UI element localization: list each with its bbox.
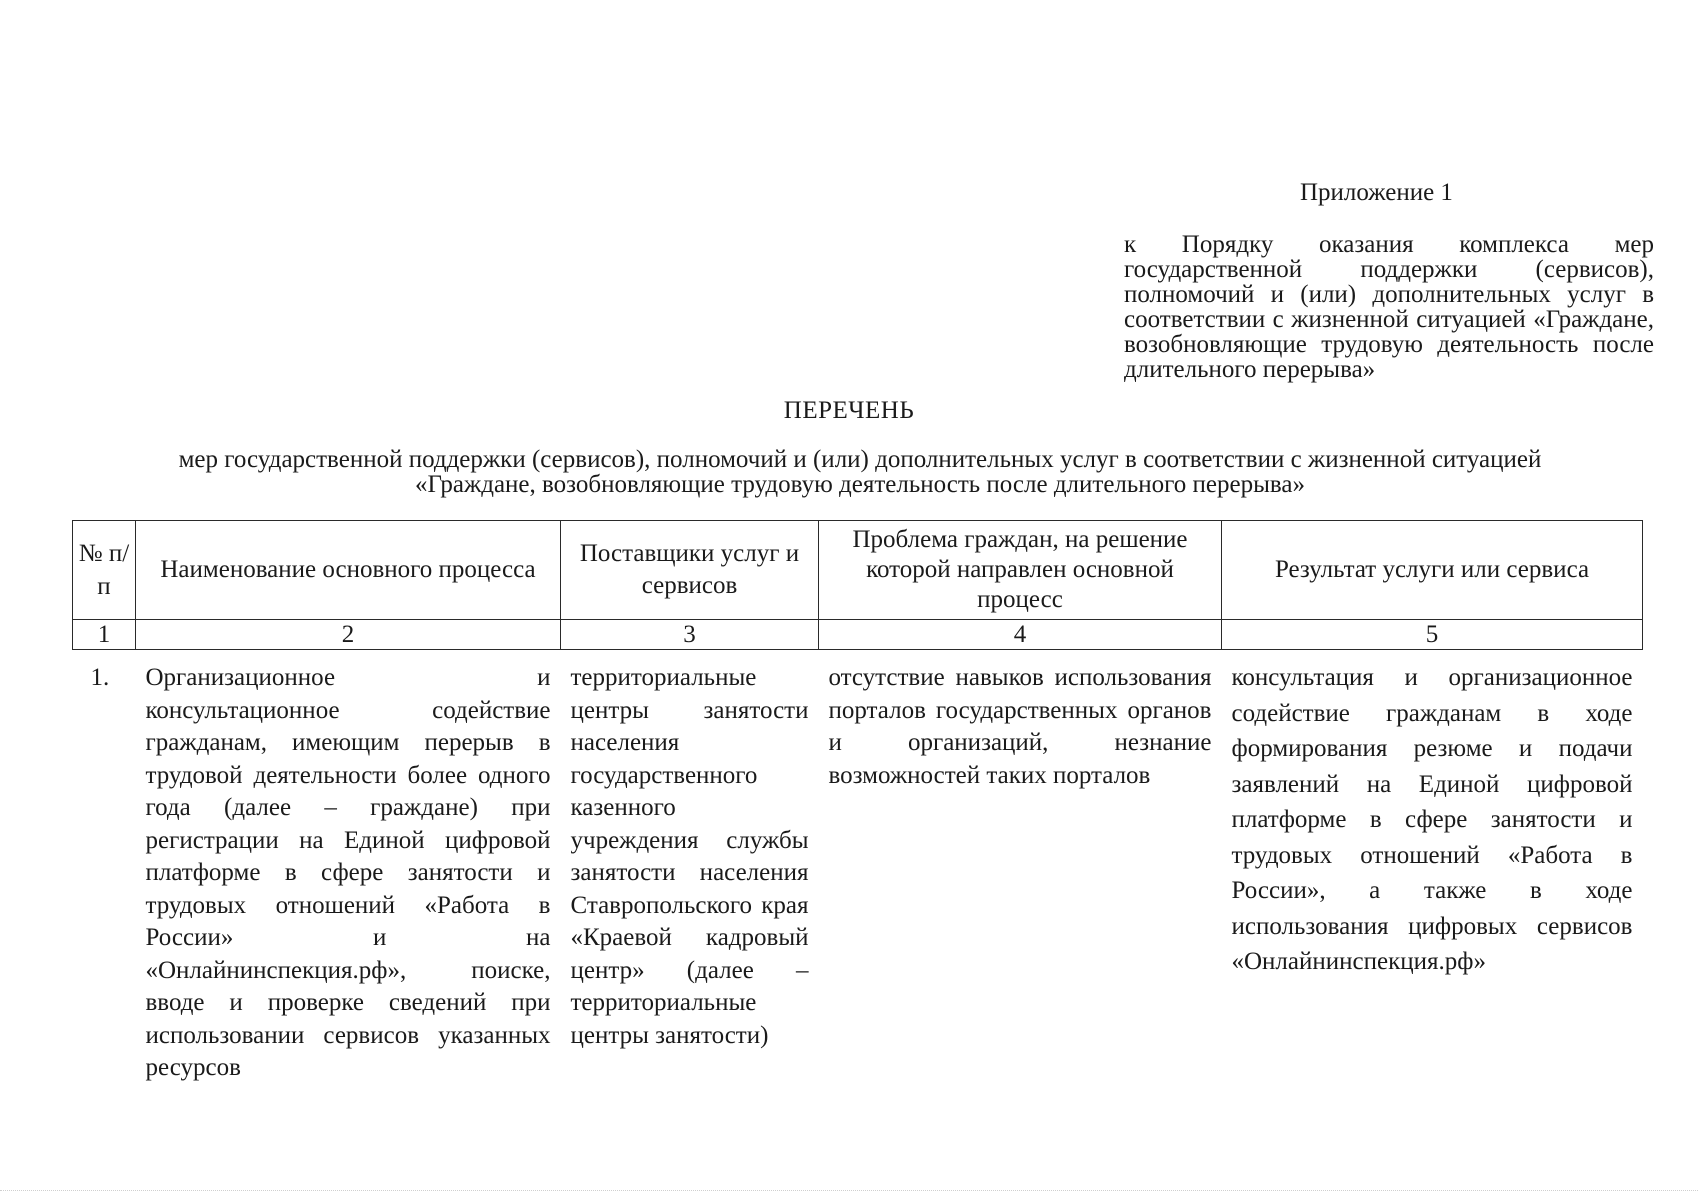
problem-cell: отсутствие навыков использования порталов государственных органов и организаций, незнание возможностей таких порталов [828, 664, 1212, 789]
column-number: 1 [73, 620, 136, 650]
scan-edge-line [0, 1190, 1698, 1191]
header-process-name: Наименование основного процесса [136, 521, 561, 620]
measures-table [72, 520, 1643, 1085]
header-result: Результат услуги или сервиса [1222, 521, 1643, 620]
header-problem: Проблема граждан, на решение которой направлен основной процесс [819, 521, 1222, 620]
appendix-label: Приложение 1 [1300, 179, 1453, 206]
table-row [73, 650, 1643, 1085]
column-number: 3 [561, 620, 819, 650]
document-subtitle: мер государственной поддержки (сервисов), полномочий и (или) дополнительных услуг в соответствии с жизненной ситуацией «Граждане, возобновляющие трудовую деятельность после длительного перерыва» [178, 446, 1542, 498]
row-number: 1. [90, 664, 110, 691]
process-name-cell: Организационное и консультационное содействие гражданам, имеющим перерыв в трудовой деятельности более одного года (далее – граждане) при регистрации на Единой цифровой платформе в сфере занятости и трудовых отношений «Работа в России» и на «Онлайнинспекция.рф», поиске, вводе и проверке сведений при использовании сервисов указанных ресурсов [145, 664, 551, 1081]
column-number: 5 [1222, 620, 1643, 650]
column-number-row [73, 620, 1643, 650]
header-number: № п/п [73, 521, 136, 620]
header-providers: Поставщики услуг и сервисов [561, 521, 819, 620]
appendix-reference-text: к Порядку оказания комплекса мер государственной поддержки (сервисов), полномочий и (или) дополнительных услуг в соответствии с жизненной ситуацией «Граждане, возобновляющие трудовую деятельность после длительного перерыва» [1124, 231, 1654, 383]
column-number: 4 [819, 620, 1222, 650]
result-cell: консультация и организационное содействие гражданам в ходе формирования резюме и подачи заявлений на Единой цифровой платформе в сфере занятости и трудовых отношений «Работа в России», а также в ходе использования цифровых сервисов «Онлайнинспекция.рф» [1231, 664, 1633, 975]
table-header-row [73, 521, 1643, 620]
document-title: ПЕРЕЧЕНЬ [783, 397, 915, 424]
column-number: 2 [136, 620, 561, 650]
providers-cell: территориальные центры занятости населения государственного казенного учреждения службы занятости населения Ставропольского края «Краевой кадровый центр» (далее – территориальные центры занятости) [570, 664, 809, 1049]
